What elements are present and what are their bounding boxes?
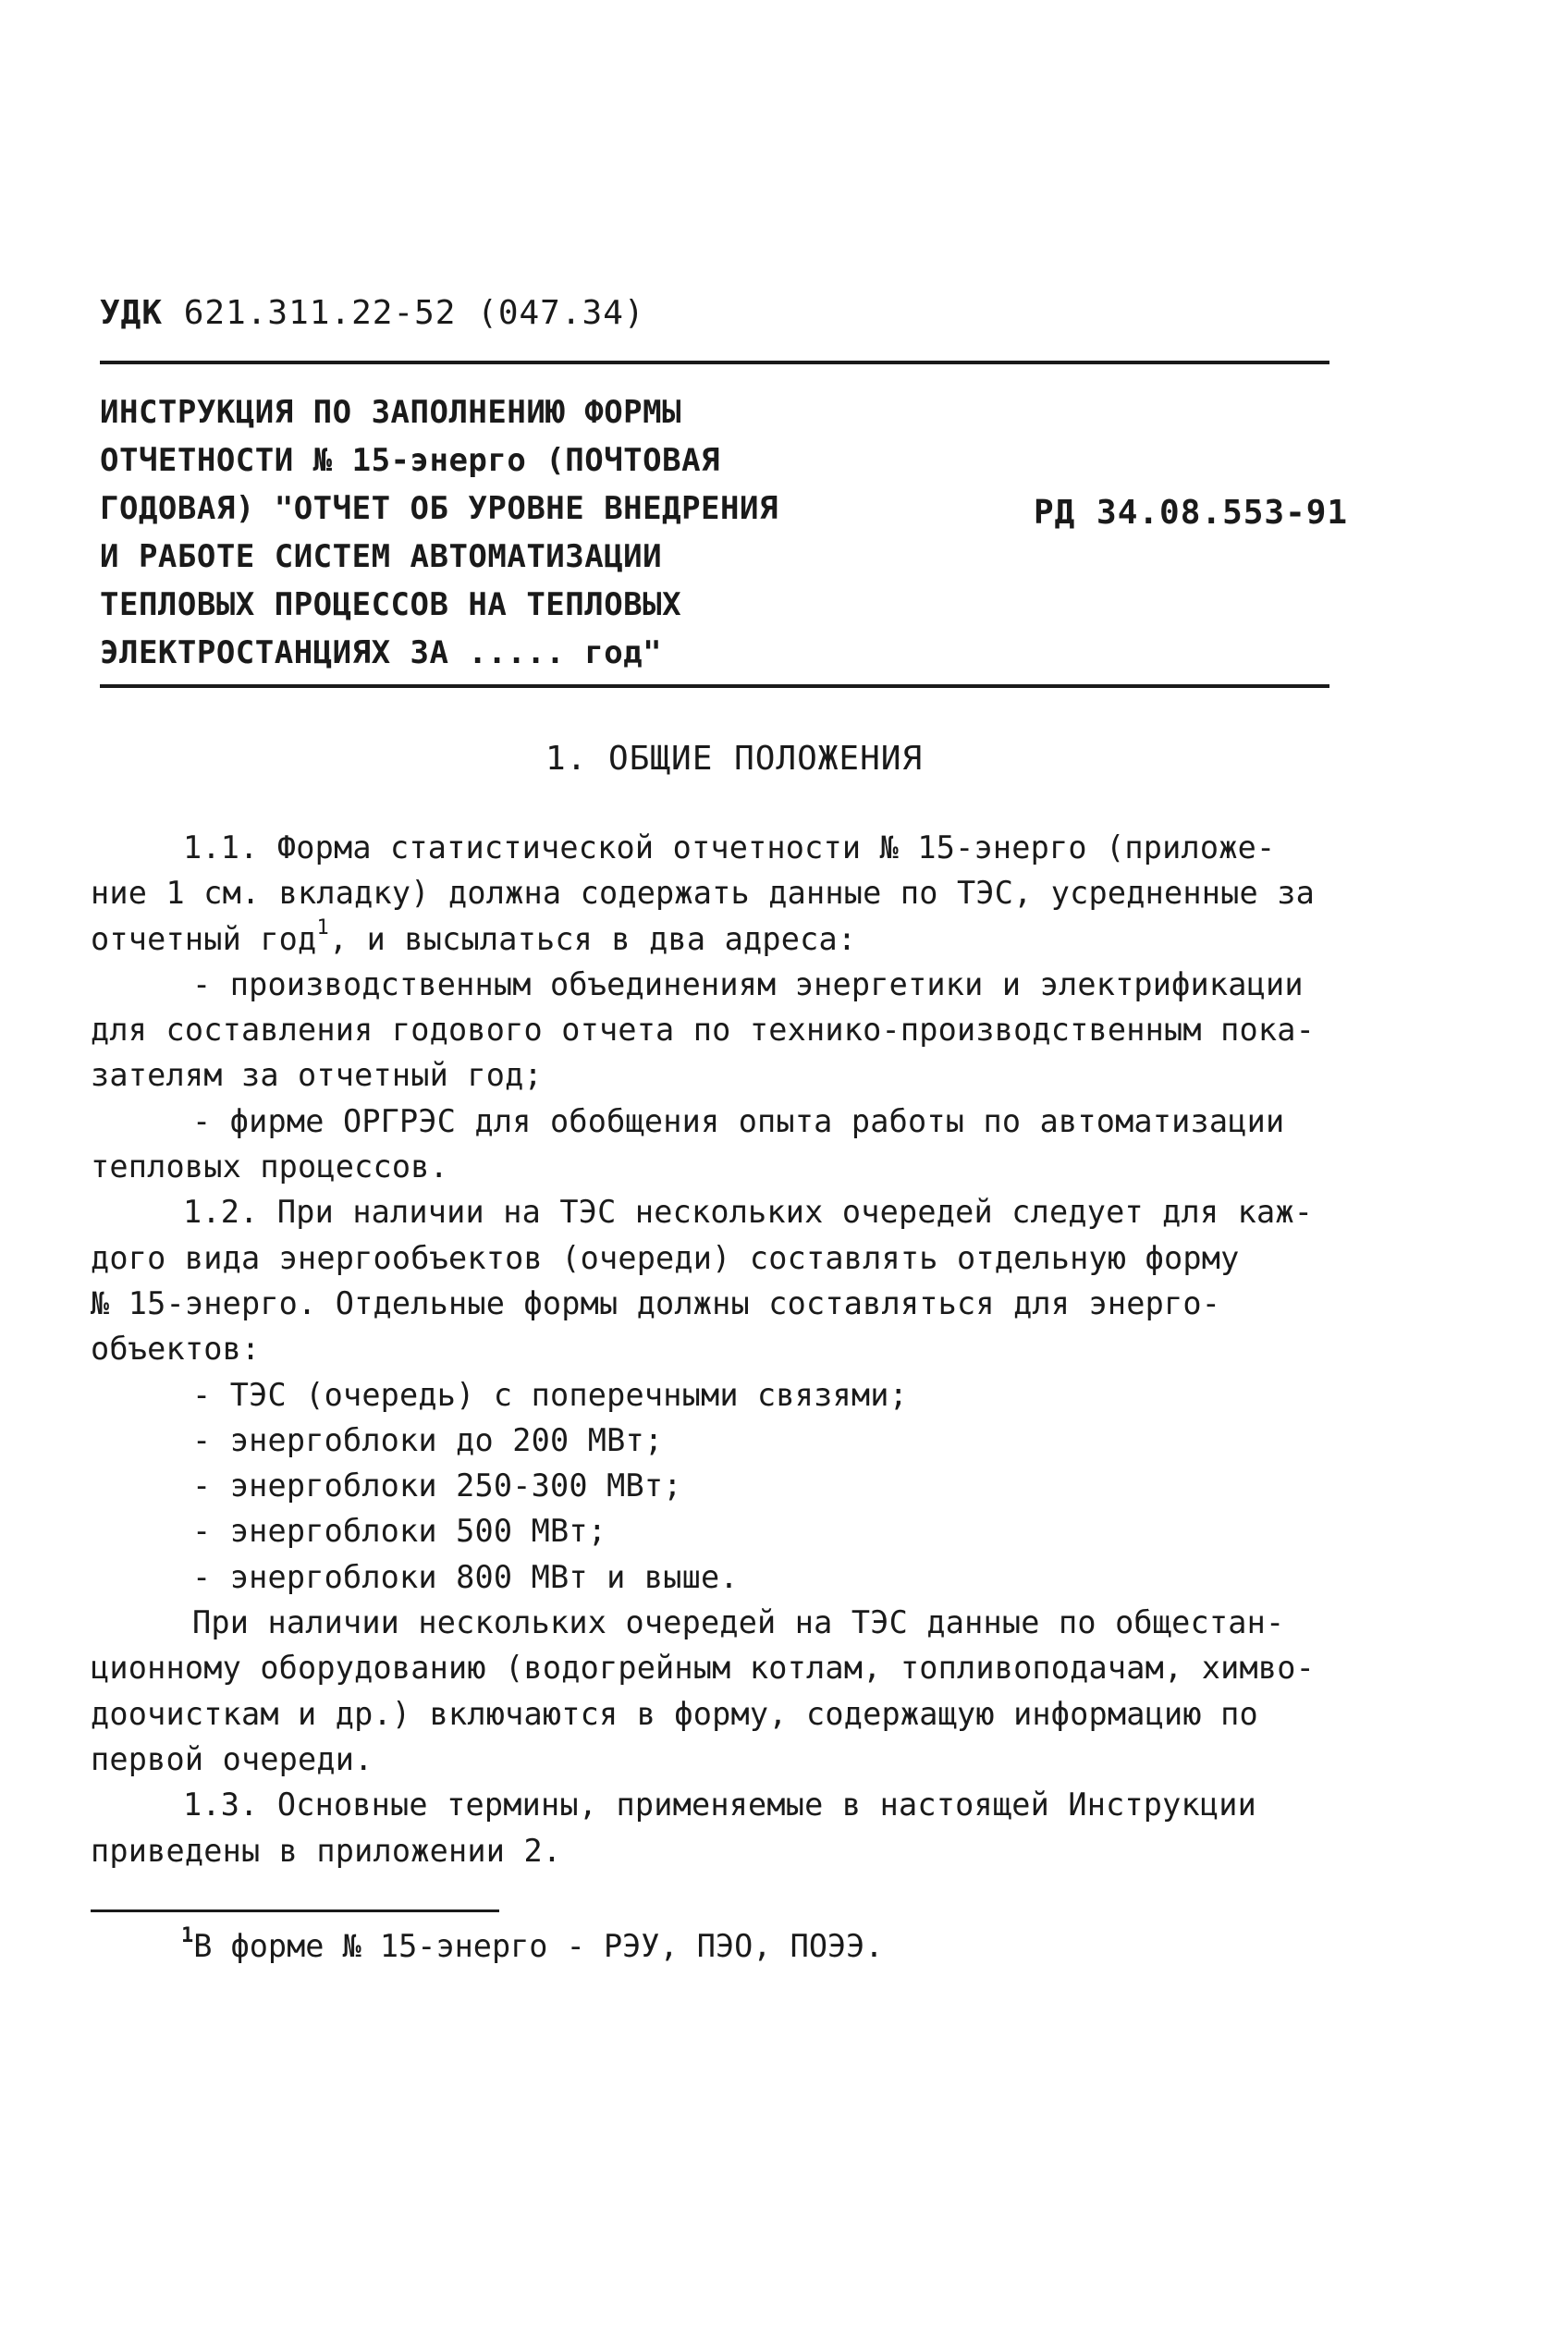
paragraph-line: № 15-энерго. Отдельные формы должны составляться для энерго- — [91, 1284, 1221, 1321]
udk-label: УДК — [100, 294, 164, 332]
udk-code: 621.311.22-52 (047.34) — [183, 294, 645, 332]
text-fragment: отчетный год — [91, 920, 317, 957]
title-line: ГОДОВАЯ) "ОТЧЕТ ОБ УРОВНЕ ВНЕДРЕНИЯ — [100, 490, 778, 527]
list-item: - энергоблоки 250-300 МВт; — [192, 1467, 682, 1504]
list-item: - ТЭС (очередь) с поперечными связями; — [192, 1376, 909, 1413]
paragraph-line: - производственным объединениям энергетики и электрификации — [192, 965, 1304, 1002]
footnote — [181, 1923, 884, 1964]
paragraph-line: ние 1 см. вкладку) должна содержать данные по ТЭС, усредненные за — [91, 875, 1315, 912]
title-line: ЭЛЕКТРОСТАНЦИЯХ ЗА ..... год" — [100, 634, 663, 671]
title-line: ОТЧЕТНОСТИ № 15-энерго (ПОЧТОВАЯ — [100, 442, 721, 479]
title-line: ИНСТРУКЦИЯ ПО ЗАПОЛНЕНИЮ ФОРМЫ — [100, 394, 682, 431]
document-title — [100, 388, 932, 677]
footnote-text: В форме № 15-энерго - РЭУ, ПЭО, ПОЭЭ. — [193, 1928, 884, 1964]
paragraph-line: - фирме ОРГРЭС для обобщения опыта работы по автоматизации — [192, 1102, 1285, 1139]
title-line: ТЕПЛОВЫХ ПРОЦЕССОВ НА ТЕПЛОВЫХ — [100, 586, 682, 623]
document-code: РД 34.08.553-91 — [1034, 494, 1349, 532]
paragraph-line: 1.2. При наличии на ТЭС нескольких очередей следует для каж- — [183, 1194, 1314, 1231]
footnote-marker: 1 — [181, 1923, 194, 1947]
list-item: - энергоблоки 800 МВт и выше. — [192, 1558, 739, 1595]
paragraph-line: тепловых процессов. — [91, 1148, 449, 1185]
footnote-separator — [91, 1909, 499, 1912]
text-fragment: , и высылаться в два адреса: — [328, 920, 857, 957]
header-rule-bottom — [100, 684, 1329, 688]
paragraph-line: первой очереди. — [91, 1740, 374, 1777]
paragraph-line: При наличии нескольких очередей на ТЭС данные по общестан- — [192, 1604, 1285, 1641]
udk-classification — [100, 294, 645, 332]
header-rule-top — [100, 361, 1329, 364]
footnote-reference: 1 — [316, 916, 329, 940]
list-item: - энергоблоки до 200 МВт; — [192, 1421, 664, 1458]
list-item: - энергоблоки 500 МВт; — [192, 1513, 607, 1550]
paragraph-line: дого вида энергообъектов (очереди) составлять отдельную форму — [91, 1239, 1240, 1276]
section-heading: 1. ОБЩИЕ ПОЛОЖЕНИЯ — [545, 740, 924, 778]
paragraph-line: доочисткам и др.) включаются в форму, содержащую информацию по — [91, 1695, 1258, 1732]
paragraph-line: ционному оборудованию (водогрейным котлам, топливоподачам, химво- — [91, 1650, 1315, 1687]
paragraph-line: 1.1. Форма статистической отчетности № 15-энерго (приложе- — [183, 829, 1276, 866]
title-line: И РАБОТЕ СИСТЕМ АВТОМАТИЗАЦИИ — [100, 538, 663, 575]
paragraph-line — [91, 916, 1339, 962]
paragraph-line: объектов: — [91, 1331, 261, 1368]
paragraph-line: 1.3. Основные термины, применяемые в настоящей Инструкции — [183, 1787, 1257, 1823]
paragraph-line: для составления годового отчета по технико-производственным пока- — [91, 1012, 1315, 1049]
body-text — [91, 825, 1339, 1873]
paragraph-line: приведены в приложении 2. — [91, 1832, 562, 1869]
paragraph-line: зателям за отчетный год; — [91, 1057, 543, 1094]
